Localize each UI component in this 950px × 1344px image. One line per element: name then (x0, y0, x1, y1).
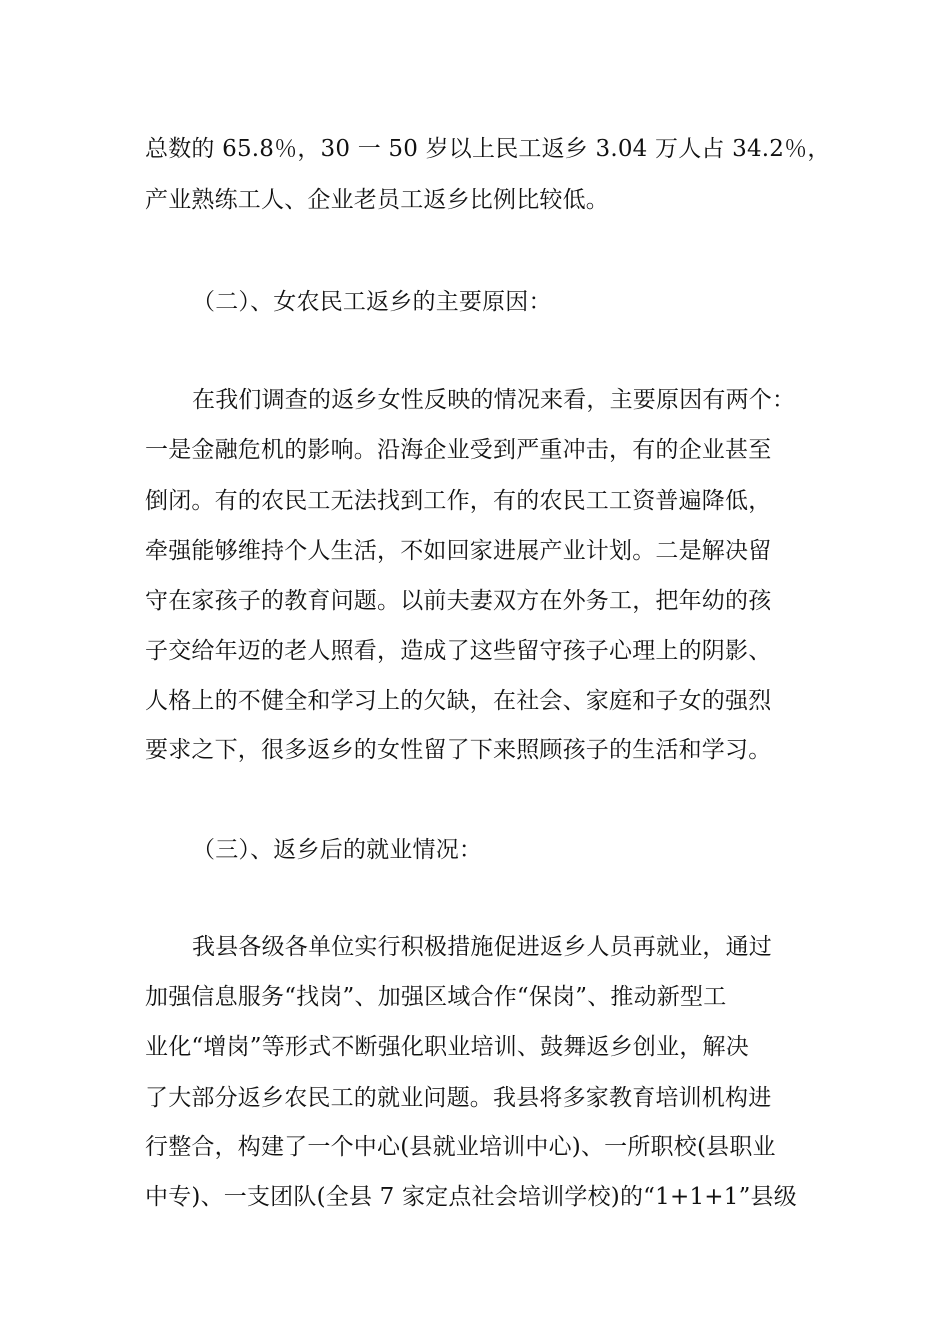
paragraph-line: 一是金融危机的影响。沿海企业受到严重冲击，有的企业甚至 (145, 437, 772, 463)
paragraph-line: 牵强能够维持个人生活，不如回家进展产业计划。二是解决留 (145, 538, 772, 564)
paragraph-line: 中专)、一支团队(全县 7 家定点社会培训学校)的“1+1+1”县级 (145, 1184, 797, 1210)
section-heading: （二）、女农民工返乡的主要原因： (192, 289, 552, 315)
paragraph-line: 在我们调查的返乡女性反映的情况来看，主要原因有两个： (192, 387, 796, 413)
paragraph-line: 要求之下，很多返乡的女性留了下来照顾孩子的生活和学习。 (145, 737, 772, 763)
paragraph-line: 人格上的不健全和学习上的欠缺，在社会、家庭和子女的强烈 (145, 688, 772, 714)
paragraph-line: 守在家孩子的教育问题。以前夫妻双方在外务工，把年幼的孩 (145, 588, 772, 614)
paragraph-line: 产业熟练工人、企业老员工返乡比例比较低。 (145, 187, 609, 213)
paragraph-line: 行整合，构建了一个中心(县就业培训中心)、一所职校(县职业 (145, 1134, 776, 1160)
paragraph-line: 倒闭。有的农民工无法找到工作，有的农民工工资普遍降低， (145, 488, 772, 514)
paragraph-line: 总数的 65.8％，30 一 50 岁以上民工返乡 3.04 万人占 34.2％， (145, 136, 831, 162)
paragraph-line: 加强信息服务“找岗”、加强区域合作“保岗”、推动新型工 (145, 984, 727, 1010)
paragraph-line: 了大部分返乡农民工的就业问题。我县将多家教育培训机构进 (145, 1085, 772, 1111)
paragraph-line: 业化“增岗”等形式不断强化职业培训、鼓舞返乡创业，解决 (145, 1034, 749, 1060)
paragraph-line: 子交给年迈的老人照看，造成了这些留守孩子心理上的阴影、 (145, 638, 772, 664)
section-heading: （三）、返乡后的就业情况： (192, 837, 483, 863)
paragraph-line: 我县各级各单位实行积极措施促进返乡人员再就业，通过 (192, 934, 772, 960)
